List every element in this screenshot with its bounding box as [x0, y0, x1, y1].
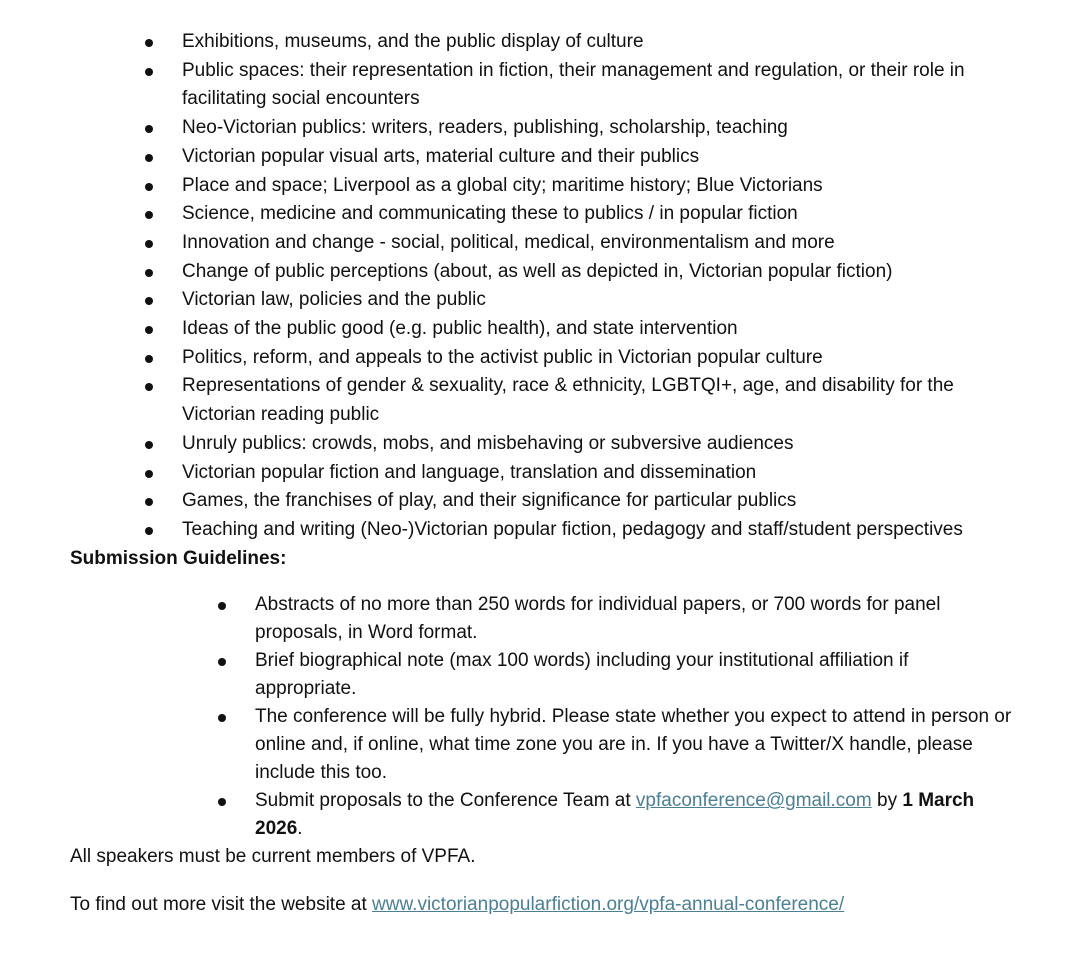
bullet-icon — [145, 68, 153, 76]
submission-list — [213, 591, 1013, 843]
topic-text: Teaching and writing (Neo-)Victorian popular fiction, pedagogy and staff/student perspectives — [182, 518, 963, 540]
list-item — [213, 647, 1013, 703]
deadline-text: 1 March 2026 — [255, 790, 975, 840]
topics-list — [140, 28, 1000, 545]
list-item — [140, 315, 1000, 344]
list-item — [213, 703, 1013, 787]
list-item — [140, 372, 1000, 429]
topic-text: Change of public perceptions (about, as well as depicted in, Victorian popular fiction) — [182, 260, 893, 282]
list-item — [140, 57, 1000, 114]
bullet-icon — [218, 714, 226, 722]
bullet-icon — [218, 798, 226, 806]
bullet-icon — [218, 658, 226, 666]
bullet-icon — [145, 183, 153, 191]
bullet-icon — [145, 297, 153, 305]
submission-heading: Submission Guidelines: — [70, 547, 287, 569]
guideline-text: . — [297, 818, 303, 840]
bullet-icon — [218, 602, 226, 610]
bullet-icon — [145, 527, 153, 535]
membership-note: All speakers must be current members of VPFA. — [70, 846, 476, 868]
guideline-text: by — [871, 790, 903, 812]
topic-text: Ideas of the public good (e.g. public health), and state intervention — [182, 318, 738, 340]
topic-text: Neo-Victorian publics: writers, readers, publishing, scholarship, teaching — [182, 117, 788, 139]
list-item — [140, 258, 1000, 287]
list-item — [140, 172, 1000, 201]
bullet-icon — [145, 39, 153, 47]
bullet-icon — [145, 211, 153, 219]
bullet-icon — [145, 383, 153, 391]
website-paragraph — [70, 891, 1087, 919]
website-link[interactable]: www.victorianpopularfiction.org/vpfa-annual-conference/ — [372, 894, 845, 916]
topic-text: Games, the franchises of play, and their significance for particular publics — [182, 490, 797, 512]
list-item — [140, 344, 1000, 373]
guideline-text: Submit proposals to the Conference Team at — [255, 790, 636, 812]
list-item — [140, 114, 1000, 143]
guideline-text: Brief biographical note (max 100 words) including your institutional affiliation if appropriate. — [255, 650, 909, 700]
topic-text: Unruly publics: crowds, mobs, and misbehaving or subversive audiences — [182, 432, 794, 454]
bullet-icon — [145, 498, 153, 506]
email-link[interactable]: vpfaconference@gmail.com — [635, 790, 872, 812]
website-prefix-text: To find out more visit the website at — [70, 894, 373, 916]
topic-text: Innovation and change - social, political, medical, environmentalism and more — [182, 231, 835, 253]
list-item — [140, 487, 1000, 516]
list-item — [140, 200, 1000, 229]
list-item — [140, 430, 1000, 459]
bullet-icon — [145, 470, 153, 478]
topic-text: Victorian law, policies and the public — [182, 289, 486, 311]
bullet-icon — [145, 355, 153, 363]
guideline-text: The conference will be fully hybrid. Please state whether you expect to attend in person or online and, if online, what time zone you are in. If you have a Twitter/X handle, please include this too. — [255, 706, 1012, 784]
topic-text: Victorian popular fiction and language, translation and dissemination — [182, 461, 757, 483]
bullet-icon — [145, 154, 153, 162]
topic-text: Science, medicine and communicating these to publics / in popular fiction — [182, 203, 798, 225]
list-item — [140, 286, 1000, 315]
list-item — [140, 143, 1000, 172]
topic-text: Exhibitions, museums, and the public display of culture — [182, 31, 644, 52]
topic-text: Public spaces: their representation in fiction, their management and regulation, or their role in facilitating social encounters — [182, 59, 965, 110]
list-item — [213, 787, 1013, 843]
bullet-icon — [145, 125, 153, 133]
list-item — [140, 229, 1000, 258]
list-item — [140, 516, 1000, 545]
bullet-icon — [145, 269, 153, 277]
list-item — [213, 591, 1013, 647]
document-page — [0, 28, 1087, 919]
bullet-icon — [145, 326, 153, 334]
topic-text: Representations of gender & sexuality, race & ethnicity, LGBTQI+, age, and disability for the Victorian reading public — [182, 375, 954, 426]
guideline-text: Abstracts of no more than 250 words for individual papers, or 700 words for panel proposals, in Word format. — [255, 594, 941, 644]
list-item — [140, 28, 1000, 57]
bullet-icon — [145, 240, 153, 248]
topic-text: Victorian popular visual arts, material culture and their publics — [182, 145, 700, 167]
topic-text: Place and space; Liverpool as a global city; maritime history; Blue Victorians — [182, 174, 823, 196]
bullet-icon — [145, 441, 153, 449]
list-item — [140, 459, 1000, 488]
topic-text: Politics, reform, and appeals to the activist public in Victorian popular culture — [182, 346, 823, 368]
